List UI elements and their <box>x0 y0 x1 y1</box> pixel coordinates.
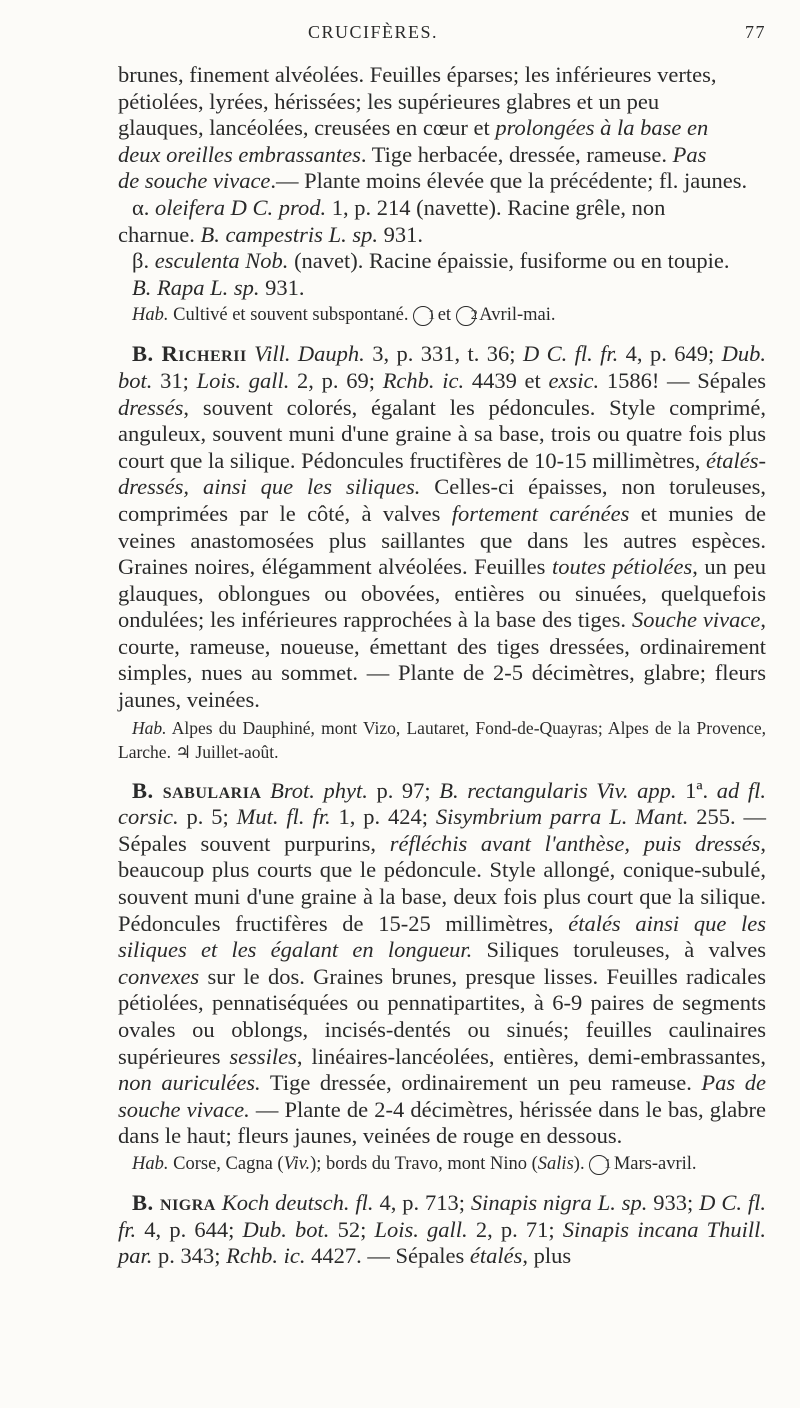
paragraph-continuation <box>118 62 766 327</box>
text-line: pétiolées, lyrées, hérissées; les supérieures glabres et un peu <box>118 88 660 114</box>
variety-alpha: α. oleifera D C. prod. 1, p. 214 (navette). Racine grêle, non <box>132 194 666 220</box>
running-title: CRUCIFÈRES. <box>308 22 439 42</box>
synonym-line: B. Rapa L. sp. 931. <box>132 274 305 300</box>
page-number: 77 <box>745 22 766 42</box>
text-line: glauques, lancéolées, creusées en cœur et prolongées à la base en <box>118 115 709 141</box>
text-line: brunes, finement alvéolées. Feuilles éparses; les inférieures vertes, <box>118 62 717 87</box>
species-entry-richerii <box>118 341 766 763</box>
variety-beta: β. esculenta Nob. (navet). Racine épaissie, fusiforme ou en toupie. <box>132 248 730 274</box>
running-head <box>0 22 766 52</box>
habitat-note: Hab. Alpes du Dauphiné, mont Vizo, Lautaret, Fond-de-Quayras; Alpes de la Provence, Larche. ♃ Juillet-août. <box>118 717 766 762</box>
biennial-symbol-icon: 2 <box>456 306 476 326</box>
perennial-symbol-icon: ♃ <box>175 741 192 762</box>
annual-symbol-icon: 1 <box>413 306 433 326</box>
annual-symbol-icon: 1 <box>589 1155 609 1175</box>
species-name: B. nigra <box>132 1189 216 1215</box>
text-line: deux oreilles embrassantes. Tige herbacée, dressée, rameuse. Pas <box>118 141 707 167</box>
habitat-note: Hab. Cultivé et souvent subspontané. 1 et 2 Avril-mai. <box>132 305 556 326</box>
species-description: B. nigra Koch deutsch. fl. 4, p. 713; Sinapis nigra L. sp. 933; D C. fl. fr. 4, p. 644; Dub. bot. 52; Lois. gall. 2, p. 71; Sinapis incana Thuill. par. p. 343; Rchb. ic. 4427. — Sépales étalés, plus <box>118 1189 766 1269</box>
species-name: B. Richerii <box>132 341 247 367</box>
habitat-note: Hab. Corse, Cagna (Viv.); bords du Travo, mont Nino (Salis). 1 Mars-avril. <box>132 1153 697 1174</box>
species-description: B. sabularia Brot. phyt. p. 97; B. rectangularis Viv. app. 1ª. ad fl. corsic. p. 5; Mut. fl. fr. 1, p. 424; Sisymbrium parra L. Mant. 255. — Sépales souvent purpurins, réfléchis avant l'anthèse, puis dressés, beaucoup plus courts que le pédoncule. Style allongé, conique-subulé, souvent muni d'une graine à la base, deux fois plus court que la silique. Pédoncules fructifères de 15-25 millimètres, étalés ainsi que les siliques et les égalant en longueur. Siliques toruleuses, à valves convexes sur le dos. Graines brunes, presque lisses. Feuilles radicales pétiolées, pennatiséquées ou pennatipartites, à 6-9 paires de segments ovales ou oblongs, incisés-dentés ou sinués; feuilles caulinaires supérieures sessiles, linéaires-lancéolées, entières, demi-embrassantes, non auriculées. Tige dressée, ordinairement un peu rameuse. Pas de souche vivace. — Plante de 2-4 décimètres, hérissée dans le bas, glabre dans le haut; fleurs jaunes, veinées de rouge en dessous. <box>118 777 767 1149</box>
text-line: charnue. B. campestris L. sp. 931. <box>118 221 423 247</box>
species-name: B. sabularia <box>132 777 262 803</box>
species-description: B. Richerii Vill. Dauph. 3, p. 331, t. 36; D C. fl. fr. 4, p. 649; Dub. bot. 31; Lois. gall. 2, p. 69; Rchb. ic. 4439 et exsic. 1586! — Sépales dressés, souvent colorés, égalant les pédoncules. Style comprimé, anguleux, souvent muni d'une graine à sa base, trois ou quatre fois plus court que la silique. Pédoncules fructifères de 10-15 millimètres, étalés-dressés, ainsi que les siliques. Celles-ci épaisses, non toruleuses, comprimées par le côté, à valves fortement carénées et munies de veines anastomosées plus saillantes que dans les autres espèces. Graines noires, élégamment alvéolées. Feuilles toutes pétiolées, un peu glauques, oblongues ou obovées, entières ou sinuées, quelquefois ondulées; les inférieures rapprochées à la base des tiges. Souche vivace, courte, rameuse, noueuse, émettant des tiges dressées, ordinairement simples, nues au sommet. — Plante de 2-5 décimètres, glabre; fleurs jaunes, veinées. <box>118 341 766 713</box>
species-entry-nigra <box>118 1190 766 1270</box>
species-entry-sabularia <box>118 778 766 1176</box>
text-line: de souche vivace.— Plante moins élevée que la précédente; fl. jaunes. <box>118 168 748 194</box>
